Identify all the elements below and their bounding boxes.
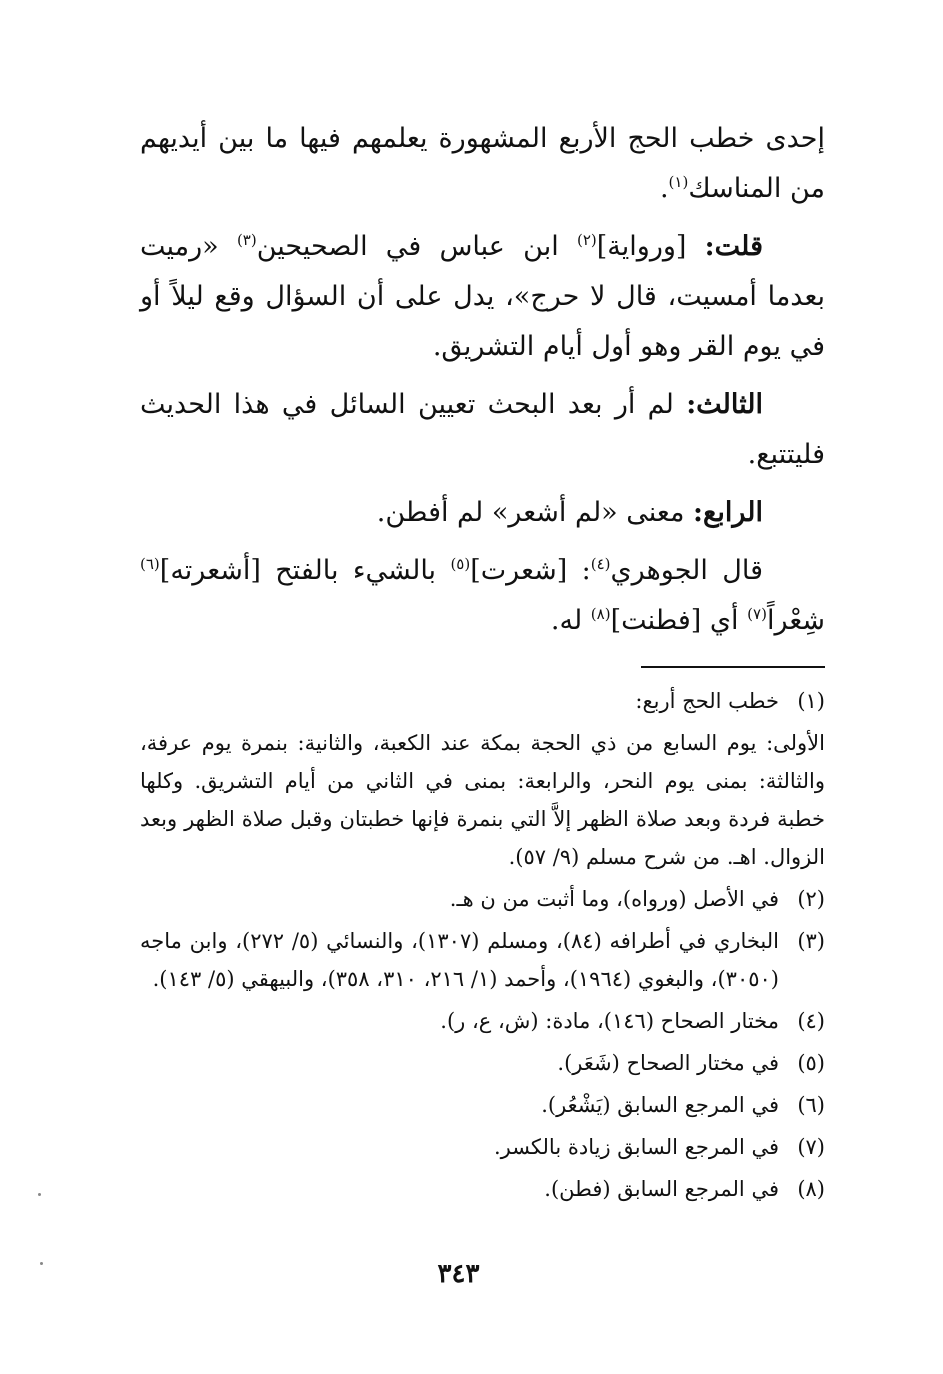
footnote-ref[interactable]: (١) <box>668 173 689 191</box>
footnote-text: البخاري في أطرافه (٨٤)، ومسلم (١٣٠٧)، والنسائي (٥/ ٢٧٢)، وابن ماجه (٣٠٥٠)، والبغوي (١٩٦٤)، وأحمد (١/ ٢١٦، ٣١٠، ٣٥٨)، والبيهقي (٥/ ١٤٣). <box>140 929 779 991</box>
paragraph-text: أي [فطنت] <box>610 605 748 636</box>
body-paragraph-2 <box>140 222 825 372</box>
footnote-text: في المرجع السابق (يَشْعُر). <box>541 1093 779 1117</box>
footnote-number: (٢) <box>797 887 825 911</box>
paragraph-text: . <box>659 173 669 204</box>
footnote-number: (٨) <box>797 1177 825 1201</box>
footnote-number: (١) <box>797 689 825 713</box>
paragraph-text: [ورواية] <box>596 231 705 262</box>
page-number <box>0 1259 943 1289</box>
footnote-number: (٥) <box>797 1051 825 1075</box>
footnote-ref[interactable]: (٦) <box>140 555 160 573</box>
footnote-text: في الأصل (ورواه)، وما أثبت من ن هـ. <box>449 887 779 911</box>
footnotes <box>140 682 825 1208</box>
footnote-6 <box>140 1086 825 1124</box>
footnote-number: (٤) <box>797 1009 825 1033</box>
footnote-separator <box>641 666 825 668</box>
paragraph-text: شِعْراً <box>766 605 825 636</box>
footnote-8 <box>140 1170 825 1208</box>
page-number-text: ٣٤٣ <box>437 1259 480 1289</box>
body-paragraph-4 <box>140 488 825 538</box>
paragraph-text: : [شعرت] <box>470 555 591 586</box>
footnote-ref[interactable]: (٥) <box>450 555 471 573</box>
footnote-7 <box>140 1128 825 1166</box>
footnote-ref[interactable]: (٢) <box>576 231 597 249</box>
footnote-4 <box>140 1002 825 1040</box>
paragraph-text: قال الجوهري <box>610 555 763 586</box>
paragraph-text: إحدى خطب الحج الأربع المشهورة يعلمهم فيها ما بين أيديهم من المناسك <box>140 123 825 204</box>
scan-speck <box>38 1193 41 1196</box>
footnote-text: في المرجع السابق (فطن). <box>544 1177 779 1201</box>
footnote-text: مختار الصحاح (١٤٦)، مادة: (ش، ع، ر). <box>440 1009 779 1033</box>
footnote-ref[interactable]: (٤) <box>590 555 611 573</box>
paragraph-text: بالشيء بالفتح [أشعرته] <box>159 555 451 586</box>
footnote-3 <box>140 922 825 998</box>
scan-speck <box>40 1262 43 1265</box>
footnote-2 <box>140 880 825 918</box>
paragraph-text: له. <box>550 605 591 636</box>
footnote-ref[interactable]: (٨) <box>590 605 611 623</box>
paragraph-text: لم أر بعد البحث تعيين السائل في هذا الحديث فليتتبع. <box>140 389 825 470</box>
footnote-number: (٧) <box>797 1135 825 1159</box>
footnote-5 <box>140 1044 825 1082</box>
body-paragraph-3 <box>140 380 825 480</box>
footnote-number: (٦) <box>797 1093 825 1117</box>
paragraph-text: «رميت بعدما أمسيت، قال لا حرج»، يدل على أن السؤال وقع ليلاً أو في يوم القر وهو أول أيام التشريق. <box>140 231 825 362</box>
footnote-text: في مختار الصحاح (شَعَر). <box>557 1051 779 1075</box>
paragraph-text: ابن عباس في الصحيحين <box>256 231 577 262</box>
paragraph-label: الثالث: <box>686 389 763 420</box>
footnote-1 <box>140 682 825 720</box>
footnote-number: (٣) <box>797 929 825 953</box>
paragraph-label: الرابع: <box>693 497 763 528</box>
paragraph-label: قلت: <box>704 231 763 262</box>
footnote-text: خطب الحج أربع: <box>635 689 779 713</box>
footnote-text: في المرجع السابق زيادة بالكسر. <box>493 1135 779 1159</box>
body-paragraph-1 <box>140 114 825 214</box>
footnote-1-continuation: الأولى: يوم السابع من ذي الحجة بمكة عند الكعبة، والثانية: بنمرة يوم عرفة، والثالثة: بمنى يوم النحر، والرابعة: بمنى في الثاني من أيام التشريق. وكلها خطبة فردة وبعد صلاة الظهر إلاَّ التي بنمرة فإنها خطبتان وقبل صلاة الظهر وبعد الزوال. اهـ. من شرح مسلم (٩/ ٥٧). <box>140 731 825 869</box>
footnote-ref[interactable]: (٧) <box>747 605 767 623</box>
body-paragraph-5 <box>140 546 825 646</box>
footnote-ref[interactable]: (٣) <box>236 231 257 249</box>
page-content <box>140 114 825 1212</box>
paragraph-text: معنى «لم أشعر» لم أفطن. <box>376 497 694 528</box>
